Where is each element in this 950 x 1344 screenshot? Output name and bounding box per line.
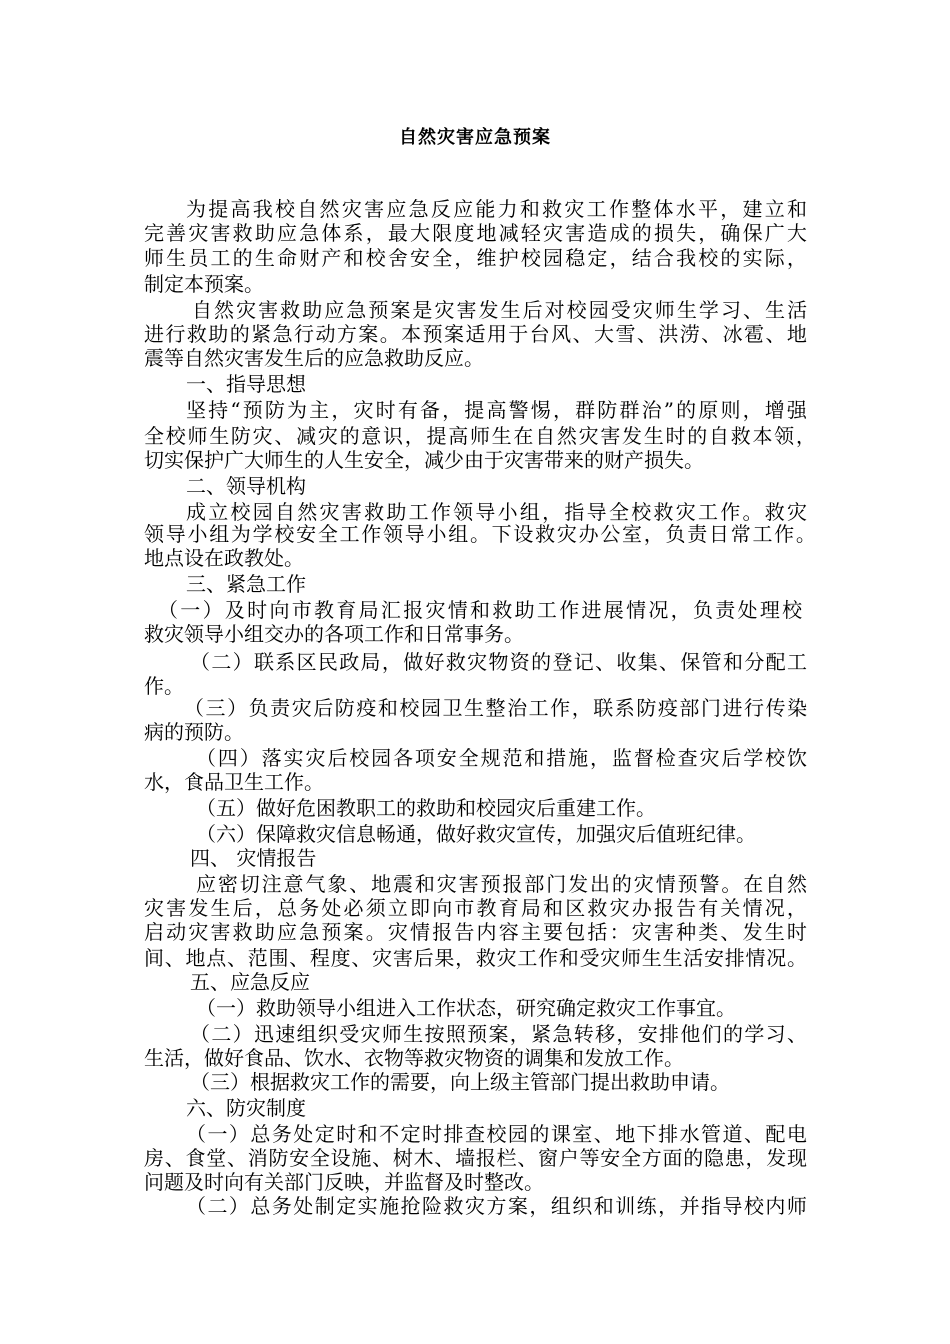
text-line: （二）迅速组织受灾师生按照预案，紧急转移，安排他们的学习、 xyxy=(190,1022,809,1046)
text-line: 进行救助的紧急行动方案。本预案适用于台风、大雪、洪涝、冰雹、地 xyxy=(144,322,809,346)
text-line: 启动灾害救助应急预案。灾情报告内容主要包括：灾害种类、发生时 xyxy=(144,920,810,944)
text-line: 二、领导机构 xyxy=(186,474,306,498)
text-line: 师生员工的生命财产和校舍安全，维护校园稳定，结合我校的实际， xyxy=(144,246,810,270)
text-line: （三）负责灾后防疫和校园卫生整治工作，联系防疫部门进行传染 xyxy=(184,696,809,720)
text-line: 震等自然灾害发生后的应急救助反应。 xyxy=(144,346,484,370)
text-line: 领导小组为学校安全工作领导小组。下设救灾办公室，负责日常工作。 xyxy=(144,522,818,546)
text-line: 切实保护广大师生的人生安全，减少由于灾害带来的财产损失。 xyxy=(144,448,704,472)
text-line: 病的预防。 xyxy=(144,720,244,744)
text-line: 五、应急反应 xyxy=(190,970,310,994)
text-line: 救灾领导小组交办的各项工作和日常事务。 xyxy=(144,622,524,646)
text-line: 坚持“预防为主，灾时有备，提高警惕，群防群治”的原则，增强 xyxy=(186,398,810,422)
text-line: 间、地点、范围、程度、灾害后果，救灾工作和受灾师生生活安排情况。 xyxy=(144,946,808,970)
text-line: 问题及时向有关部门反映，并监督及时整改。 xyxy=(144,1170,544,1194)
text-line: 三、紧急工作 xyxy=(186,572,306,596)
text-line: 地点设在政教处。 xyxy=(144,546,304,570)
text-line: 自然灾害救助应急预案是灾害发生后对校园受灾师生学习、生活 xyxy=(192,298,810,322)
text-line: （六）保障救灾信息畅通，做好救灾宣传，加强灾后值班纪律。 xyxy=(196,822,756,846)
text-line: （四）落实灾后校园各项安全规范和措施，监督检查灾后学校饮 xyxy=(196,746,809,770)
text-line: 一、指导思想 xyxy=(186,372,306,396)
text-line: （一）救助领导小组进入工作状态，研究确定救灾工作事宜。 xyxy=(196,996,736,1020)
text-line: （一）及时向市教育局汇报灾情和救助工作进展情况，负责处理校 xyxy=(158,598,805,622)
text-line: 完善灾害救助应急体系，最大限度地减轻灾害造成的损失，确保广大 xyxy=(144,221,810,245)
text-line: 六、防灾制度 xyxy=(186,1096,306,1120)
text-line: （二）总务处制定实施抢险救灾方案，组织和训练，并指导校内师 xyxy=(186,1194,809,1218)
text-line: 房、食堂、消防安全设施、树木、墙报栏、窗户等安全方面的隐患，发现 xyxy=(144,1146,808,1170)
text-line: （二）联系区民政局，做好救灾物资的登记、收集、保管和分配工 xyxy=(190,650,809,674)
text-line: 四、 灾情报告 xyxy=(190,846,317,870)
document-title: 自然灾害应急预案 xyxy=(399,127,551,148)
text-line: （五）做好危困教职工的救助和校园灾后重建工作。 xyxy=(196,796,656,820)
text-line: 灾害发生后，总务处必须立即向市教育局和区救灾办报告有关情况， xyxy=(144,896,810,920)
text-line: 水，食品卫生工作。 xyxy=(144,770,324,794)
text-line: 作。 xyxy=(144,674,184,698)
text-line: 全校师生防灾、减灾的意识，提高师生在自然灾害发生时的自救本领， xyxy=(144,424,818,448)
text-line: 为提高我校自然灾害应急反应能力和救灾工作整体水平，建立和 xyxy=(186,197,810,221)
text-line: （一）总务处定时和不定时排查校园的课室、地下排水管道、配电 xyxy=(186,1122,809,1146)
text-line: 制定本预案。 xyxy=(144,272,264,296)
text-line: （三）根据救灾工作的需要，向上级主管部门提出救助申请。 xyxy=(190,1070,730,1094)
text-line: 生活，做好食品、饮水、衣物等救灾物资的调集和发放工作。 xyxy=(144,1046,684,1070)
text-line: 应密切注意气象、地震和灾害预报部门发出的灾情预警。在自然 xyxy=(196,872,809,896)
text-line: 成立校园自然灾害救助工作领导小组，指导全校救灾工作。救灾 xyxy=(186,500,810,524)
